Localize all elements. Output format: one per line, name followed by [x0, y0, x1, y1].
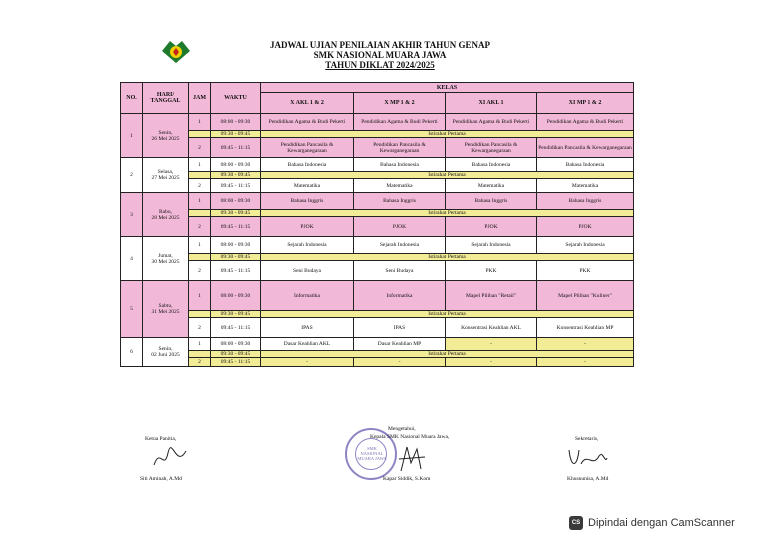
table-row — [121, 318, 634, 338]
day-date-cell — [143, 158, 189, 193]
right-signature-name: Khusnunisa, A.Md — [567, 476, 609, 482]
subject-cell: Konsentrasi Keahlian AKL — [446, 318, 537, 338]
jam-cell — [189, 351, 211, 358]
subject-cell: Sejarah Indonesia — [261, 237, 354, 254]
time-cell: 09:45 - 11:15 — [211, 179, 261, 193]
jam-cell: 1 — [189, 193, 211, 210]
subject-cell: Seni Budaya — [261, 261, 354, 281]
center-signature-line2: Kepala SMK Nasional Muara Jawa, — [370, 434, 450, 440]
col-time-header: WAKTU — [211, 83, 261, 114]
time-cell: 09:45 - 11:15 — [211, 318, 261, 338]
jam-cell — [189, 172, 211, 179]
subject-cell: PJOK — [261, 217, 354, 237]
subject-cell: Bahasa Indonesia — [354, 158, 446, 172]
day-date-cell — [143, 237, 189, 281]
center-signature-line1: Mengetahui, — [388, 426, 416, 432]
jam-cell: 1 — [189, 158, 211, 172]
subject-cell: - — [354, 358, 446, 367]
day-name: Rabu, — [159, 208, 172, 215]
subject-cell: PJOK — [354, 217, 446, 237]
break-label: Istirahat Pertama — [261, 172, 634, 179]
class-header: X AKL 1 & 2 — [261, 93, 354, 114]
break-time-cell: 09:30 - 09:45 — [211, 172, 261, 179]
jam-cell — [189, 210, 211, 217]
day-date-cell — [143, 281, 189, 338]
jam-cell — [189, 131, 211, 138]
time-cell: 09:45 - 11:15 — [211, 358, 261, 367]
subject-cell: Sejarah Indonesia — [446, 237, 537, 254]
day-date: 26 Mei 2025 — [151, 135, 180, 142]
time-cell: 08:00 - 09:30 — [211, 158, 261, 172]
day-date-cell — [143, 114, 189, 158]
day-name: Senin, — [158, 129, 173, 136]
subject-cell: Konsentrasi Keahlian MP — [537, 318, 634, 338]
subject-cell: Pendidikan Agama & Budi Pekerti — [537, 114, 634, 131]
subject-cell: Bahasa Indonesia — [537, 158, 634, 172]
subject-cell: Informatika — [354, 281, 446, 311]
school-logo-icon — [160, 37, 192, 65]
subject-cell: Bahasa Inggris — [354, 193, 446, 210]
day-date-cell — [143, 338, 189, 367]
time-cell: 09:45 - 11:15 — [211, 261, 261, 281]
time-cell: 08:00 - 09:30 — [211, 281, 261, 311]
subject-cell: Dasar Keahlian MP — [354, 338, 446, 351]
time-cell: 08:00 - 09:30 — [211, 193, 261, 210]
camscanner-logo-icon: CS — [569, 516, 583, 530]
jam-cell: 2 — [189, 138, 211, 158]
subject-cell: PJOK — [537, 217, 634, 237]
day-date: 28 Mei 2025 — [151, 214, 180, 221]
left-signature-mark-icon — [150, 445, 190, 473]
jam-cell: 2 — [189, 318, 211, 338]
subject-cell: Sejarah Indonesia — [537, 237, 634, 254]
center-signature-name: Kapar Siddik, S.Kom — [383, 476, 431, 482]
jam-cell: 1 — [189, 114, 211, 131]
break-row — [121, 210, 634, 217]
break-row — [121, 311, 634, 318]
col-kelas-header: KELAS — [261, 83, 634, 93]
day-number: 1 — [121, 114, 143, 158]
schedule-body — [121, 114, 634, 367]
subject-cell: Bahasa Inggris — [446, 193, 537, 210]
subject-cell: IPAS — [261, 318, 354, 338]
subject-cell: - — [446, 338, 537, 351]
day-name: Sabtu, — [158, 303, 173, 309]
day-date: 30 Mei 2025 — [151, 258, 180, 265]
left-signature-title: Ketua Panitia, — [145, 436, 177, 442]
subject-cell: - — [446, 358, 537, 367]
subject-cell: Pendidikan Pancasila & Kewarganegaraan — [261, 138, 354, 158]
break-label: Istirahat Pertama — [261, 210, 634, 217]
jam-cell: 2 — [189, 179, 211, 193]
table-row — [121, 281, 634, 311]
table-row — [121, 114, 634, 131]
table-row — [121, 237, 634, 254]
subject-cell: Matematika — [261, 179, 354, 193]
class-header: X MP 1 & 2 — [354, 93, 446, 114]
subject-cell: IPAS — [354, 318, 446, 338]
center-signature-mark-icon — [395, 443, 430, 475]
time-cell: 09:45 - 11:15 — [211, 217, 261, 237]
right-signature-mark-icon — [565, 444, 610, 472]
subject-cell: Seni Budaya — [354, 261, 446, 281]
day-name: Selasa, — [157, 169, 174, 175]
break-row — [121, 351, 634, 358]
day-date: 31 Mei 2025 — [151, 309, 180, 315]
day-name: Senin, — [158, 346, 173, 352]
break-label: Istirahat Pertama — [261, 311, 634, 318]
subject-cell: Matematika — [354, 179, 446, 193]
day-number: 4 — [121, 237, 143, 281]
subject-cell: Pendidikan Agama & Budi Pekerti — [446, 114, 537, 131]
document-header — [230, 40, 530, 70]
day-name: Jumat, — [158, 252, 173, 259]
subject-cell: Mapel Pilihan "Kuliner" — [537, 281, 634, 311]
day-date-cell — [143, 193, 189, 237]
break-time-cell: 09:30 - 09:45 — [211, 351, 261, 358]
subject-cell: - — [537, 338, 634, 351]
table-row — [121, 158, 634, 172]
jam-cell: 2 — [189, 217, 211, 237]
subject-cell: Dasar Keahlian AKL — [261, 338, 354, 351]
subject-cell: - — [537, 358, 634, 367]
class-header: XI MP 1 & 2 — [537, 93, 634, 114]
break-label: Istirahat Pertama — [261, 254, 634, 261]
subject-cell: Matematika — [537, 179, 634, 193]
exam-schedule-table — [120, 82, 634, 367]
subject-cell: Matematika — [446, 179, 537, 193]
break-row — [121, 172, 634, 179]
subject-cell: Bahasa Indonesia — [261, 158, 354, 172]
table-row — [121, 358, 634, 367]
table-row — [121, 338, 634, 351]
jam-cell: 2 — [189, 358, 211, 367]
camscanner-watermark — [569, 512, 759, 534]
table-row — [121, 261, 634, 281]
subject-cell: Mapel Pilihan "Retail" — [446, 281, 537, 311]
table-row — [121, 217, 634, 237]
table-row — [121, 138, 634, 158]
break-time-cell: 09:30 - 09:45 — [211, 311, 261, 318]
jam-cell — [189, 254, 211, 261]
subject-cell: PKK — [446, 261, 537, 281]
left-signature-name: Siti Aminah, A.Md — [140, 476, 182, 482]
break-time-cell: 09:30 - 09:45 — [211, 131, 261, 138]
jam-cell: 1 — [189, 338, 211, 351]
header-year: TAHUN DIKLAT 2024/2025 — [325, 60, 435, 70]
class-header: XI AKL 1 — [446, 93, 537, 114]
header-title: JADWAL UJIAN PENILAIAN AKHIR TAHUN GENAP — [270, 40, 490, 50]
subject-cell: Pendidikan Pancasila & Kewarganegaraan — [354, 138, 446, 158]
jam-cell: 1 — [189, 281, 211, 311]
break-label: Istirahat Pertama — [261, 351, 634, 358]
subject-cell: Bahasa Inggris — [261, 193, 354, 210]
subject-cell: Pendidikan Pancasila & Kewarganegaraan — [446, 138, 537, 158]
break-row — [121, 254, 634, 261]
day-number: 3 — [121, 193, 143, 237]
subject-cell: Bahasa Inggris — [537, 193, 634, 210]
day-number: 2 — [121, 158, 143, 193]
break-time-cell: 09:30 - 09:45 — [211, 210, 261, 217]
time-cell: 09:45 - 11:15 — [211, 138, 261, 158]
subject-cell: Pendidikan Agama & Budi Pekerti — [261, 114, 354, 131]
subject-cell: Bahasa Indonesia — [446, 158, 537, 172]
day-date: 27 Mei 2025 — [151, 175, 180, 181]
break-time-cell: 09:30 - 09:45 — [211, 254, 261, 261]
time-cell: 08:00 - 09:30 — [211, 114, 261, 131]
subject-cell: Pendidikan Agama & Budi Pekerti — [354, 114, 446, 131]
col-jam-header: JAM — [189, 83, 211, 114]
jam-cell — [189, 311, 211, 318]
subject-cell: PJOK — [446, 217, 537, 237]
right-signature-title: Sekretaris, — [575, 436, 599, 442]
subject-cell: - — [261, 358, 354, 367]
col-no-header: NO. — [121, 83, 143, 114]
table-row — [121, 193, 634, 210]
subject-cell: Pendidikan Pancasila & Kewarganegaraan — [537, 138, 634, 158]
col-day-header: HARI/ TANGGAL — [143, 83, 189, 114]
day-number: 6 — [121, 338, 143, 367]
day-date: 02 Juni 2025 — [151, 352, 180, 358]
time-cell: 08:00 - 09:30 — [211, 237, 261, 254]
subject-cell: PKK — [537, 261, 634, 281]
subject-cell: Sejarah Indonesia — [354, 237, 446, 254]
table-row — [121, 179, 634, 193]
time-cell: 08:00 - 09:30 — [211, 338, 261, 351]
jam-cell: 2 — [189, 261, 211, 281]
break-label: Istirahat Pertama — [261, 131, 634, 138]
camscanner-text: Dipindai dengan CamScanner — [588, 517, 735, 529]
day-number: 5 — [121, 281, 143, 338]
break-row — [121, 131, 634, 138]
school-stamp: SMK NASIONAL MUARA JAWA — [345, 428, 397, 480]
jam-cell: 1 — [189, 237, 211, 254]
subject-cell: Informatika — [261, 281, 354, 311]
header-school: SMK NASIONAL MUARA JAWA — [313, 50, 447, 60]
